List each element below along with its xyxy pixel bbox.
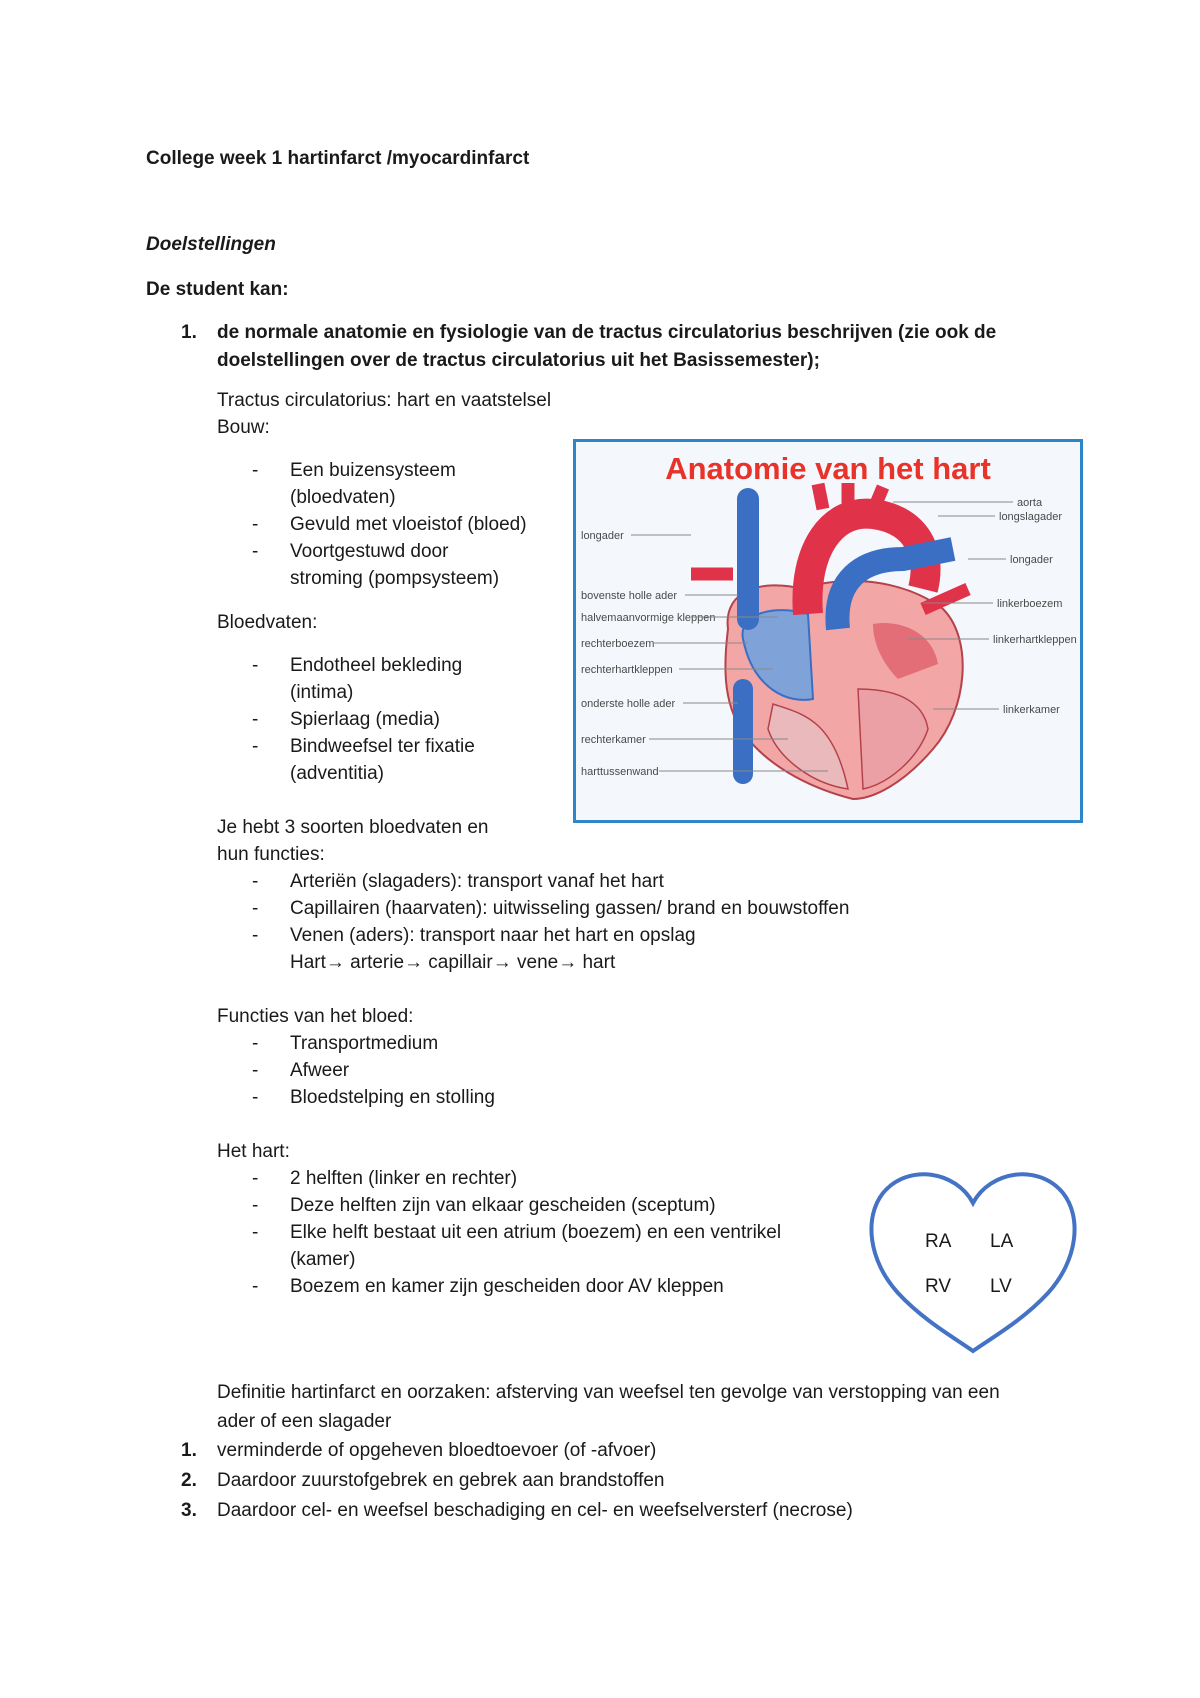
tractus-line: Tractus circulatorius: hart en vaatstelsel <box>217 390 552 411</box>
figure-label: rechterboezem <box>581 638 655 650</box>
definitie-line-1: Definitie hartinfarct en oorzaken: afsterving van weefsel ten gevolge van verstopping van een <box>217 1382 1000 1403</box>
hart-item-3-line-1: Elke helft bestaat uit een atrium (boezem) en een ventrikel <box>290 1222 782 1243</box>
heart-label-la: LA <box>990 1231 1014 1252</box>
bullet-dash: - <box>252 541 259 562</box>
bullet-dash: - <box>252 925 259 946</box>
bloedvaten-label: Bloedvaten: <box>217 612 318 633</box>
hart-item-3-line-2: (kamer) <box>290 1249 356 1270</box>
bouw-item-1-line-1: Een buizensysteem <box>290 460 456 481</box>
functies-label: Functies van het bloed: <box>217 1006 414 1027</box>
bloedvaten-item-3-line-2: (adventitia) <box>290 763 384 784</box>
functies-item-1: Transportmedium <box>290 1033 439 1054</box>
bullet-dash: - <box>252 1060 259 1081</box>
heart-label-lv: LV <box>990 1276 1012 1297</box>
heart-diagram <box>868 1165 1078 1355</box>
soorten-item-3: Venen (aders): transport naar het hart en opslag <box>290 925 696 946</box>
soorten-line-1: Je hebt 3 soorten bloedvaten en <box>217 817 489 838</box>
bullet-dash: - <box>252 898 259 919</box>
bullet-dash: - <box>252 1087 259 1108</box>
figure-title: Anatomie van het hart <box>665 451 991 486</box>
bullet-dash: - <box>252 460 259 481</box>
section-heading: Doelstellingen <box>146 234 276 255</box>
definitie-line-2: ader of een slagader <box>217 1411 392 1432</box>
figure-label: halvemaanvormige kleppen <box>581 612 716 624</box>
figure-label: linkerkamer <box>1003 704 1060 716</box>
aorta-branch <box>818 484 823 509</box>
student-line: De student kan: <box>146 279 289 300</box>
bullet-dash: - <box>252 709 259 730</box>
objective-line-2: doelstellingen over de tractus circulatorius uit het Basissemester); <box>217 350 820 371</box>
definitie-number-1: 1. <box>181 1440 197 1461</box>
heart-label-rv: RV <box>925 1276 952 1297</box>
hart-label: Het hart: <box>217 1141 290 1162</box>
aorta-branch <box>873 487 883 511</box>
bloedvaten-item-3-line-1: Bindweefsel ter fixatie <box>290 736 475 757</box>
figure-label: bovenste holle ader <box>581 590 678 602</box>
figure-label: aorta <box>1017 497 1043 509</box>
bouw-item-1-line-2: (bloedvaten) <box>290 487 396 508</box>
bullet-dash: - <box>252 736 259 757</box>
objective-number: 1. <box>181 322 197 343</box>
figure-label: harttussenwand <box>581 766 659 778</box>
bullet-dash: - <box>252 871 259 892</box>
anatomy-figure <box>573 439 1083 823</box>
figure-label: linkerhartkleppen <box>993 634 1077 646</box>
bouw-label: Bouw: <box>217 417 270 438</box>
heart-label-ra: RA <box>925 1231 952 1252</box>
bullet-dash: - <box>252 655 259 676</box>
definitie-number-2: 2. <box>181 1470 197 1491</box>
hart-item-2: Deze helften zijn van elkaar gescheiden (sceptum) <box>290 1195 716 1216</box>
figure-label: onderste holle ader <box>581 698 676 710</box>
bloedvaten-item-1-line-1: Endotheel bekleding <box>290 655 463 676</box>
functies-item-2: Afweer <box>290 1060 350 1081</box>
soorten-item-2: Capillairen (haarvaten): uitwisseling gassen/ brand en bouwstoffen <box>290 898 850 919</box>
bouw-item-3-line-2: stroming (pompsysteem) <box>290 568 500 589</box>
heart-outline <box>871 1174 1074 1351</box>
bullet-dash: - <box>252 1033 259 1054</box>
figure-label: longslagader <box>999 511 1062 523</box>
bouw-item-3-line-1: Voortgestuwd door <box>290 541 449 562</box>
hart-item-4: Boezem en kamer zijn gescheiden door AV kleppen <box>290 1276 724 1297</box>
figure-label: rechterkamer <box>581 734 646 746</box>
figure-label: rechterhartkleppen <box>581 664 673 676</box>
flow-line: Hart→ arterie→ capillair→ vene→ hart <box>290 952 616 973</box>
bullet-dash: - <box>252 1168 259 1189</box>
page-title: College week 1 hartinfarct /myocardinfarct <box>146 148 530 169</box>
bullet-dash: - <box>252 1222 259 1243</box>
figure-label: longader <box>581 530 624 542</box>
figure-label: longader <box>1010 554 1053 566</box>
bloedvaten-item-2: Spierlaag (media) <box>290 709 440 730</box>
bouw-item-2: Gevuld met vloeistof (bloed) <box>290 514 527 535</box>
definitie-item-1: verminderde of opgeheven bloedtoevoer (of -afvoer) <box>217 1440 657 1461</box>
hart-item-1: 2 helften (linker en rechter) <box>290 1168 518 1189</box>
definitie-item-2: Daardoor zuurstofgebrek en gebrek aan brandstoffen <box>217 1470 665 1491</box>
soorten-item-1: Arteriën (slagaders): transport vanaf het hart <box>290 871 664 892</box>
bullet-dash: - <box>252 1195 259 1216</box>
soorten-line-2: hun functies: <box>217 844 325 865</box>
definitie-item-3: Daardoor cel- en weefsel beschadiging en cel- en weefselversterf (necrose) <box>217 1500 853 1521</box>
figure-label: linkerboezem <box>997 598 1063 610</box>
functies-item-3: Bloedstelping en stolling <box>290 1087 495 1108</box>
definitie-number-3: 3. <box>181 1500 197 1521</box>
objective-line-1: de normale anatomie en fysiologie van de tractus circulatorius beschrijven (zie ook de <box>217 322 997 343</box>
bullet-dash: - <box>252 1276 259 1297</box>
bloedvaten-item-1-line-2: (intima) <box>290 682 354 703</box>
bullet-dash: - <box>252 514 259 535</box>
